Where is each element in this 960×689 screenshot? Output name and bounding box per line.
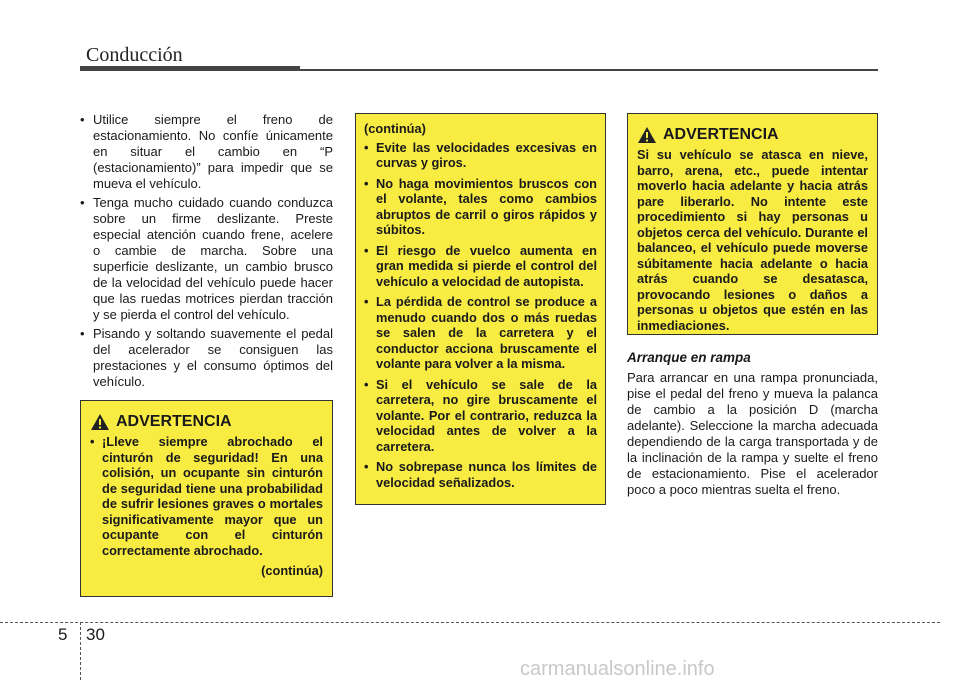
subsection-heading: Arranque en rampa [627, 350, 751, 365]
continued-label: (continúa) [364, 121, 426, 136]
warning-triangle-icon [90, 413, 110, 431]
warning-header [637, 126, 868, 144]
body-bullet-list [80, 112, 333, 390]
warning-box-stuck-vehicle [627, 113, 878, 335]
warning-triangle-icon [637, 126, 657, 144]
body-paragraph: Para arrancar en una rampa pronunciada, pise el pedal del freno y mueva la palanca de cambio a la posición D (marcha adelante). Seleccione la marcha adecuada dependiendo de la carga transportada y de la inclinación de la rampa y suelte el freno de estacionamiento. Pise el acelerador poco a poco mientras suelta el freno. [627, 370, 878, 497]
list-item: • La pérdida de control se produce a menudo cuando dos o más ruedas se salen de la carretera y el conductor acciona bruscamente el volante para volver a la misma. [364, 294, 597, 372]
warning-title: ADVERTENCIA [663, 126, 779, 144]
warning-bullet-list [364, 140, 597, 491]
ramp-start-section [627, 350, 878, 498]
footer-divider [0, 622, 940, 623]
list-item: • No sobrepase nunca los límites de velocidad señalizados. [364, 459, 597, 490]
list-item: • Utilice siempre el freno de estacionamiento. No confíe únicamente en situar el cambio en “P (estacionamiento)” para impedir que se mueva el vehículo. [80, 112, 333, 192]
warning-header [90, 413, 323, 431]
warning-box-seatbelt [80, 400, 333, 597]
page-number: 30 [86, 625, 105, 644]
chapter-number: 5 [58, 625, 68, 644]
list-item: • Pisando y soltando suavemente el pedal del acelerador se consiguen las prestaciones y el consumo óptimos del vehículo. [80, 326, 333, 390]
warning-bullet-list [90, 434, 323, 558]
warning-text: Si su vehículo se atasca en nieve, barro, arena, etc., puede intentar moverlo hacia adelante y hacia atrás pare liberarlo. No intente este procedimiento si hay personas u objetos cerca del vehículo. Durante el balanceo, el vehículo puede moverse súbitamente hacia adelante o hacia atrás cuando se desatasca, provocando lesiones o daños a personas u objetos que estén en las inmediaciones. [637, 147, 868, 333]
list-item: • Si el vehículo se sale de la carretera, no gire bruscamente el volante. Por el contrario, reduzca la velocidad antes de volver a la carretera. [364, 377, 597, 455]
watermark: carmanualsonline.info [520, 658, 715, 680]
list-item: • Tenga mucho cuidado cuando conduzca sobre un firme deslizante. Preste especial atención cuando frene, acelere o cambie de marcha. Sobre una superficie deslizante, un cambio brusco de la velocidad del vehículo puede hacer que las ruedas motrices pierdan tracción y se pierda el control del vehículo. [80, 195, 333, 323]
header-rule-thin [300, 69, 878, 71]
section-title: Conducción [86, 44, 183, 66]
list-item: • Evite las velocidades excesivas en curvas y giros. [364, 140, 597, 171]
header-rule-thick [80, 66, 300, 71]
warning-box-continued [355, 113, 606, 505]
column-1 [80, 112, 333, 393]
list-item: • ¡Lleve siempre abrochado el cinturón de seguridad! En una colisión, un ocupante sin cinturón de seguridad tiene una probabilidad de sufrir lesiones graves o mortales significativamente mayor que un ocupante con el cinturón correctamente abrochado. [90, 434, 323, 558]
footer-page-divider [80, 622, 81, 680]
continued-label: (continúa) [261, 563, 323, 578]
list-item: • El riesgo de vuelco aumenta en gran medida si pierde el control del vehículo a velocidad de autopista. [364, 243, 597, 290]
list-item: • No haga movimientos bruscos con el volante, tales como cambios abruptos de carril o giros rápidos y súbitos. [364, 176, 597, 238]
warning-title: ADVERTENCIA [116, 413, 232, 431]
